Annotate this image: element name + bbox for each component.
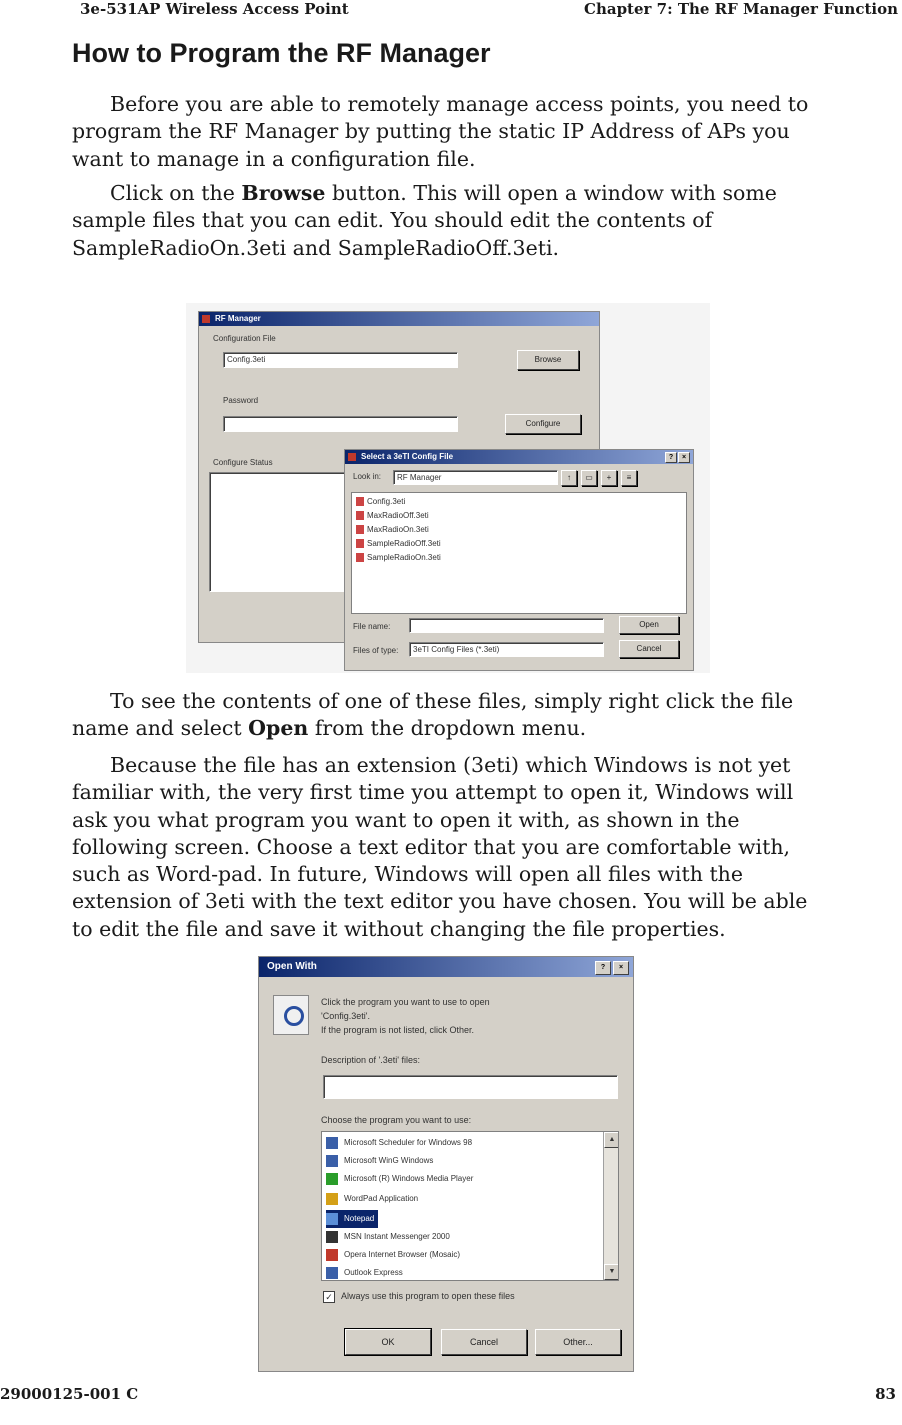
program-list — [321, 1131, 619, 1281]
app-icon — [202, 315, 210, 323]
open-button[interactable]: Open — [619, 616, 679, 634]
rf-manager-titlebar: RF Manager — [199, 312, 599, 326]
password-label: Password — [223, 396, 259, 405]
filetype-label: Files of type: — [353, 646, 399, 655]
configure-button[interactable]: Configure — [505, 414, 581, 434]
close-icon[interactable]: × — [678, 452, 690, 463]
program-icon — [326, 1249, 338, 1261]
program-icon — [326, 1267, 338, 1279]
file-item[interactable]: SampleRadioOff.3eti — [356, 539, 441, 548]
file-icon — [356, 525, 364, 534]
close-icon[interactable]: × — [613, 961, 629, 975]
configure-status-label: Configure Status — [213, 458, 273, 467]
document-magnifier-icon — [273, 995, 309, 1035]
new-folder-icon[interactable]: + — [601, 470, 617, 486]
browse-button[interactable]: Browse — [517, 350, 579, 370]
footer-page-number: 83 — [875, 1385, 896, 1403]
help-icon[interactable]: ? — [665, 452, 677, 463]
file-icon — [356, 497, 364, 506]
file-list — [351, 492, 687, 614]
file-icon — [356, 539, 364, 548]
dialog-icon — [348, 453, 356, 461]
running-header-right: Chapter 7: The RF Manager Function — [584, 0, 898, 18]
look-in-select[interactable]: RF Manager — [393, 470, 558, 485]
help-icon[interactable]: ? — [595, 961, 611, 975]
file-icon — [356, 553, 364, 562]
config-file-input[interactable]: Config.3eti — [223, 352, 458, 368]
always-use-label: Always use this program to open these files — [341, 1291, 515, 1301]
open-with-dialog — [258, 956, 634, 1372]
program-item[interactable]: Opera Internet Browser (Mosaic) — [326, 1246, 464, 1264]
file-icon — [356, 511, 364, 520]
program-icon — [326, 1231, 338, 1243]
running-header-left: 3e-531AP Wireless Access Point — [80, 0, 349, 18]
desktop-icon[interactable]: ▭ — [581, 470, 597, 486]
open-dialog-titlebar: Select a 3eTI Config File ? × — [345, 450, 693, 464]
rf-manager-screenshot — [186, 303, 710, 673]
always-use-checkbox[interactable]: ✓ — [323, 1291, 335, 1303]
paragraph-open-contents: To see the contents of one of these files, simply right click the file name and select Open from the dropdown menu. — [72, 689, 794, 741]
open-file-dialog — [344, 449, 694, 671]
footer-document-number: 29000125-001 C — [0, 1385, 139, 1403]
instruction-line-2: 'Config.3eti'. — [321, 1011, 370, 1021]
password-input[interactable] — [223, 416, 458, 432]
choose-program-label: Choose the program you want to use: — [321, 1115, 472, 1125]
paragraph-windows-association: Because the file has an extension (3eti) which Windows is not yet familiar with, the very first time you attempt to open it, Windows will ask you what program you want to open it with, as shown in the following screen. Choose a text editor that you are comfortable with, such as Word-pad. In future, Windows will open all files with the extension of 3eti with the text editor you have chosen. You will be able to edit the file and save it without changing the file properties. — [72, 753, 808, 941]
program-item[interactable]: Outlook Express — [326, 1264, 407, 1281]
instruction-line-3: If the program is not listed, click Other. — [321, 1025, 475, 1035]
description-input[interactable] — [323, 1075, 618, 1099]
program-item[interactable]: Microsoft (R) Windows Media Player — [326, 1170, 477, 1188]
program-icon — [326, 1173, 338, 1185]
ok-button[interactable]: OK — [345, 1329, 431, 1355]
cancel-button[interactable]: Cancel — [619, 640, 679, 658]
filename-input[interactable] — [409, 618, 604, 633]
scroll-up-icon[interactable]: ▲ — [604, 1132, 619, 1148]
program-item[interactable]: WordPad Application — [326, 1190, 422, 1208]
scroll-down-icon[interactable]: ▼ — [604, 1264, 619, 1280]
other-button[interactable]: Other... — [535, 1329, 621, 1355]
paragraph-browse: Click on the Browse button. This will open a window with some sample files that you can edit. You should edit the contents of SampleRadioOn.3eti and SampleRadioOff.3eti. — [72, 181, 777, 260]
paragraph-intro: Before you are able to remotely manage access points, you need to program the RF Manager by putting the static IP Address of APs you want to manage in a configuration file. — [72, 92, 809, 171]
configure-status-box — [209, 472, 364, 592]
instruction-line-1: Click the program you want to use to open — [321, 997, 490, 1007]
section-title: How to Program the RF Manager — [72, 38, 491, 68]
program-icon — [326, 1155, 338, 1167]
filename-label: File name: — [353, 622, 391, 631]
program-item-selected[interactable]: Notepad — [326, 1210, 378, 1228]
look-in-label: Look in: — [353, 472, 382, 481]
open-with-titlebar: Open With ? × — [259, 957, 633, 977]
filetype-select[interactable]: 3eTI Config Files (*.3eti) — [409, 642, 604, 657]
cancel-button[interactable]: Cancel — [441, 1329, 527, 1355]
program-icon — [326, 1193, 338, 1205]
program-icon — [326, 1213, 338, 1225]
up-folder-icon[interactable]: ↑ — [561, 470, 577, 486]
program-item[interactable]: Microsoft WinG Windows — [326, 1152, 437, 1170]
config-file-label: Configuration File — [213, 334, 276, 343]
program-item[interactable]: Microsoft Scheduler for Windows 98 — [326, 1134, 476, 1152]
program-item[interactable]: MSN Instant Messenger 2000 — [326, 1228, 454, 1246]
file-item[interactable]: MaxRadioOff.3eti — [356, 511, 429, 520]
program-icon — [326, 1137, 338, 1149]
description-label: Description of '.3eti' files: — [321, 1055, 420, 1065]
view-menu-icon[interactable]: ≡ — [621, 470, 637, 486]
open-keyword: Open — [248, 716, 309, 741]
browse-keyword: Browse — [241, 181, 326, 205]
file-item[interactable]: SampleRadioOn.3eti — [356, 553, 441, 562]
program-list-scrollbar[interactable] — [603, 1132, 618, 1280]
file-item[interactable]: Config.3eti — [356, 497, 405, 506]
file-item[interactable]: MaxRadioOn.3eti — [356, 525, 429, 534]
